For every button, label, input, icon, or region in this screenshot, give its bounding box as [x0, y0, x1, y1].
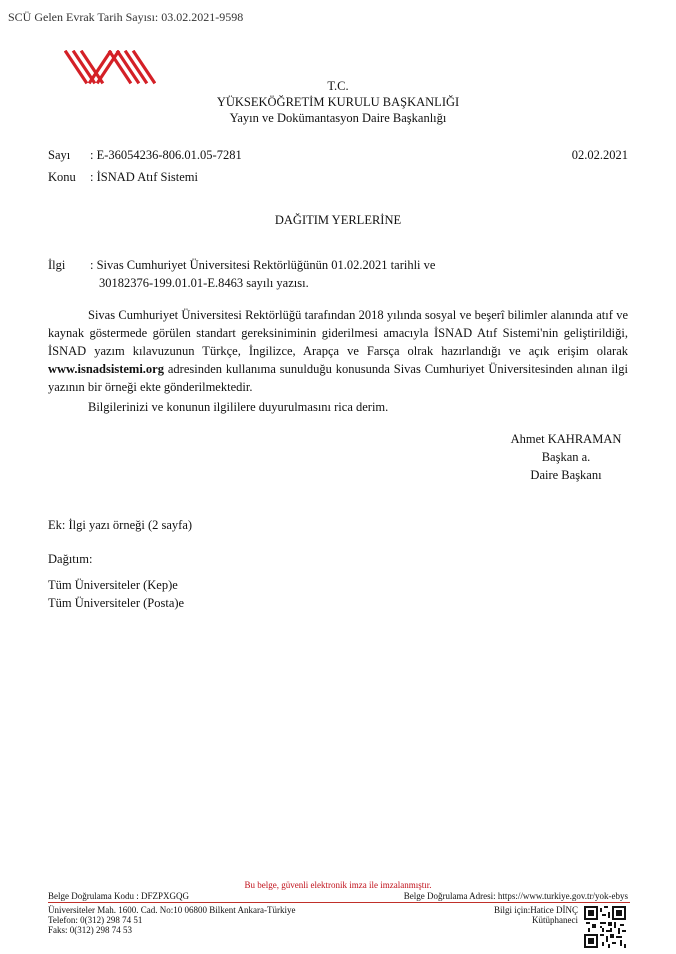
sayi-label: Sayı [48, 148, 71, 162]
institution-address: Üniversiteler Mah. 1600. Cad. No:10 06800 Bilkent Ankara-Türkiye [48, 905, 296, 915]
konu-label: Konu [48, 170, 76, 184]
signatory-title-1: Başkan a. [541, 450, 591, 464]
attachment-note: Ek: İlgi yazı örneği (2 sayfa) [48, 518, 193, 532]
body-text-before-link: Sivas Cumhuriyet Üniversitesi Rektörlüğü tarafından 2018 yılında sosyal ve beşerî bilimler alanında atıf ve kaynak göstermede görülen standart gereksiniminin giderilmesi amacıyla İSNAD Atıf Sistemi'nin geliştirildiği, İSNAD yazım kılavuzunun Türkçe, İngilizce, Arapça ve Farsça olrak hazırlandığı ve açık erişim olarak [48, 308, 628, 358]
konu-value: : İSNAD Atıf Sistemi [90, 170, 198, 184]
header-tc: T.C. [327, 79, 349, 93]
signatory-name: Ahmet KAHRAMAN [510, 432, 622, 446]
distribution-item: Tüm Üniversiteler (Posta)e [48, 596, 185, 610]
header-department: Yayın ve Dokümantasyon Daire Başkanlığı [229, 111, 447, 125]
verification-code: Belge Doğrulama Kodu : DFZPXGQG [48, 891, 189, 901]
document-date: 02.02.2021 [571, 148, 628, 162]
e-signature-notice: Bu belge, güvenli elektronik imza ile imzalanmıştır. [244, 880, 432, 890]
website-link[interactable]: www.isnadsistemi.org [48, 362, 164, 376]
institution-phone: Telefon: 0(312) 298 74 51 [48, 915, 143, 925]
verification-address[interactable]: Belge Doğrulama Adresi: https://www.turkiye.gov.tr/yok-ebys [403, 891, 628, 901]
qr-code-icon [584, 906, 626, 948]
signature-block [496, 430, 636, 484]
distribution-item: Tüm Üniversiteler (Kep)e [48, 578, 178, 592]
contact-person: Bilgi için:Hatice DİNÇ [494, 905, 578, 915]
footer-divider [48, 902, 630, 903]
header-institution: YÜKSEKÖĞRETİM KURULU BAŞKANLIĞI [216, 95, 460, 109]
institution-fax: Faks: 0(312) 298 74 53 [48, 925, 132, 935]
body-paragraph-2: Bilgilerinizi ve konunun ilgililere duyurulmasını rica derim. [88, 400, 389, 414]
contact-title: Kütüphaneci [532, 915, 578, 925]
ilgi-line-1: : Sivas Cumhuriyet Üniversitesi Rektörlüğünün 01.02.2021 tarihli ve [90, 258, 436, 272]
recipient-heading: DAĞITIM YERLERİNE [274, 213, 402, 227]
sayi-value: : E-36054236-806.01.05-7281 [90, 148, 242, 162]
distribution-label: Dağıtım: [48, 552, 93, 566]
body-paragraph-1 [48, 306, 628, 396]
signatory-title-2: Daire Başkanı [530, 468, 602, 482]
incoming-document-stamp: SCÜ Gelen Evrak Tarih Sayısı: 03.02.2021-9598 [8, 10, 244, 24]
ilgi-label: İlgi [48, 258, 66, 272]
body-text-after-link: adresinden kullanıma sunulduğu konusunda Sivas Cumhuriyet Üniversitesinden alınan ilgi yazının bir örneği ekte gönderilmektedir. [48, 362, 628, 394]
ilgi-line-2: 30182376-199.01.01-E.8463 sayılı yazısı. [99, 276, 309, 290]
